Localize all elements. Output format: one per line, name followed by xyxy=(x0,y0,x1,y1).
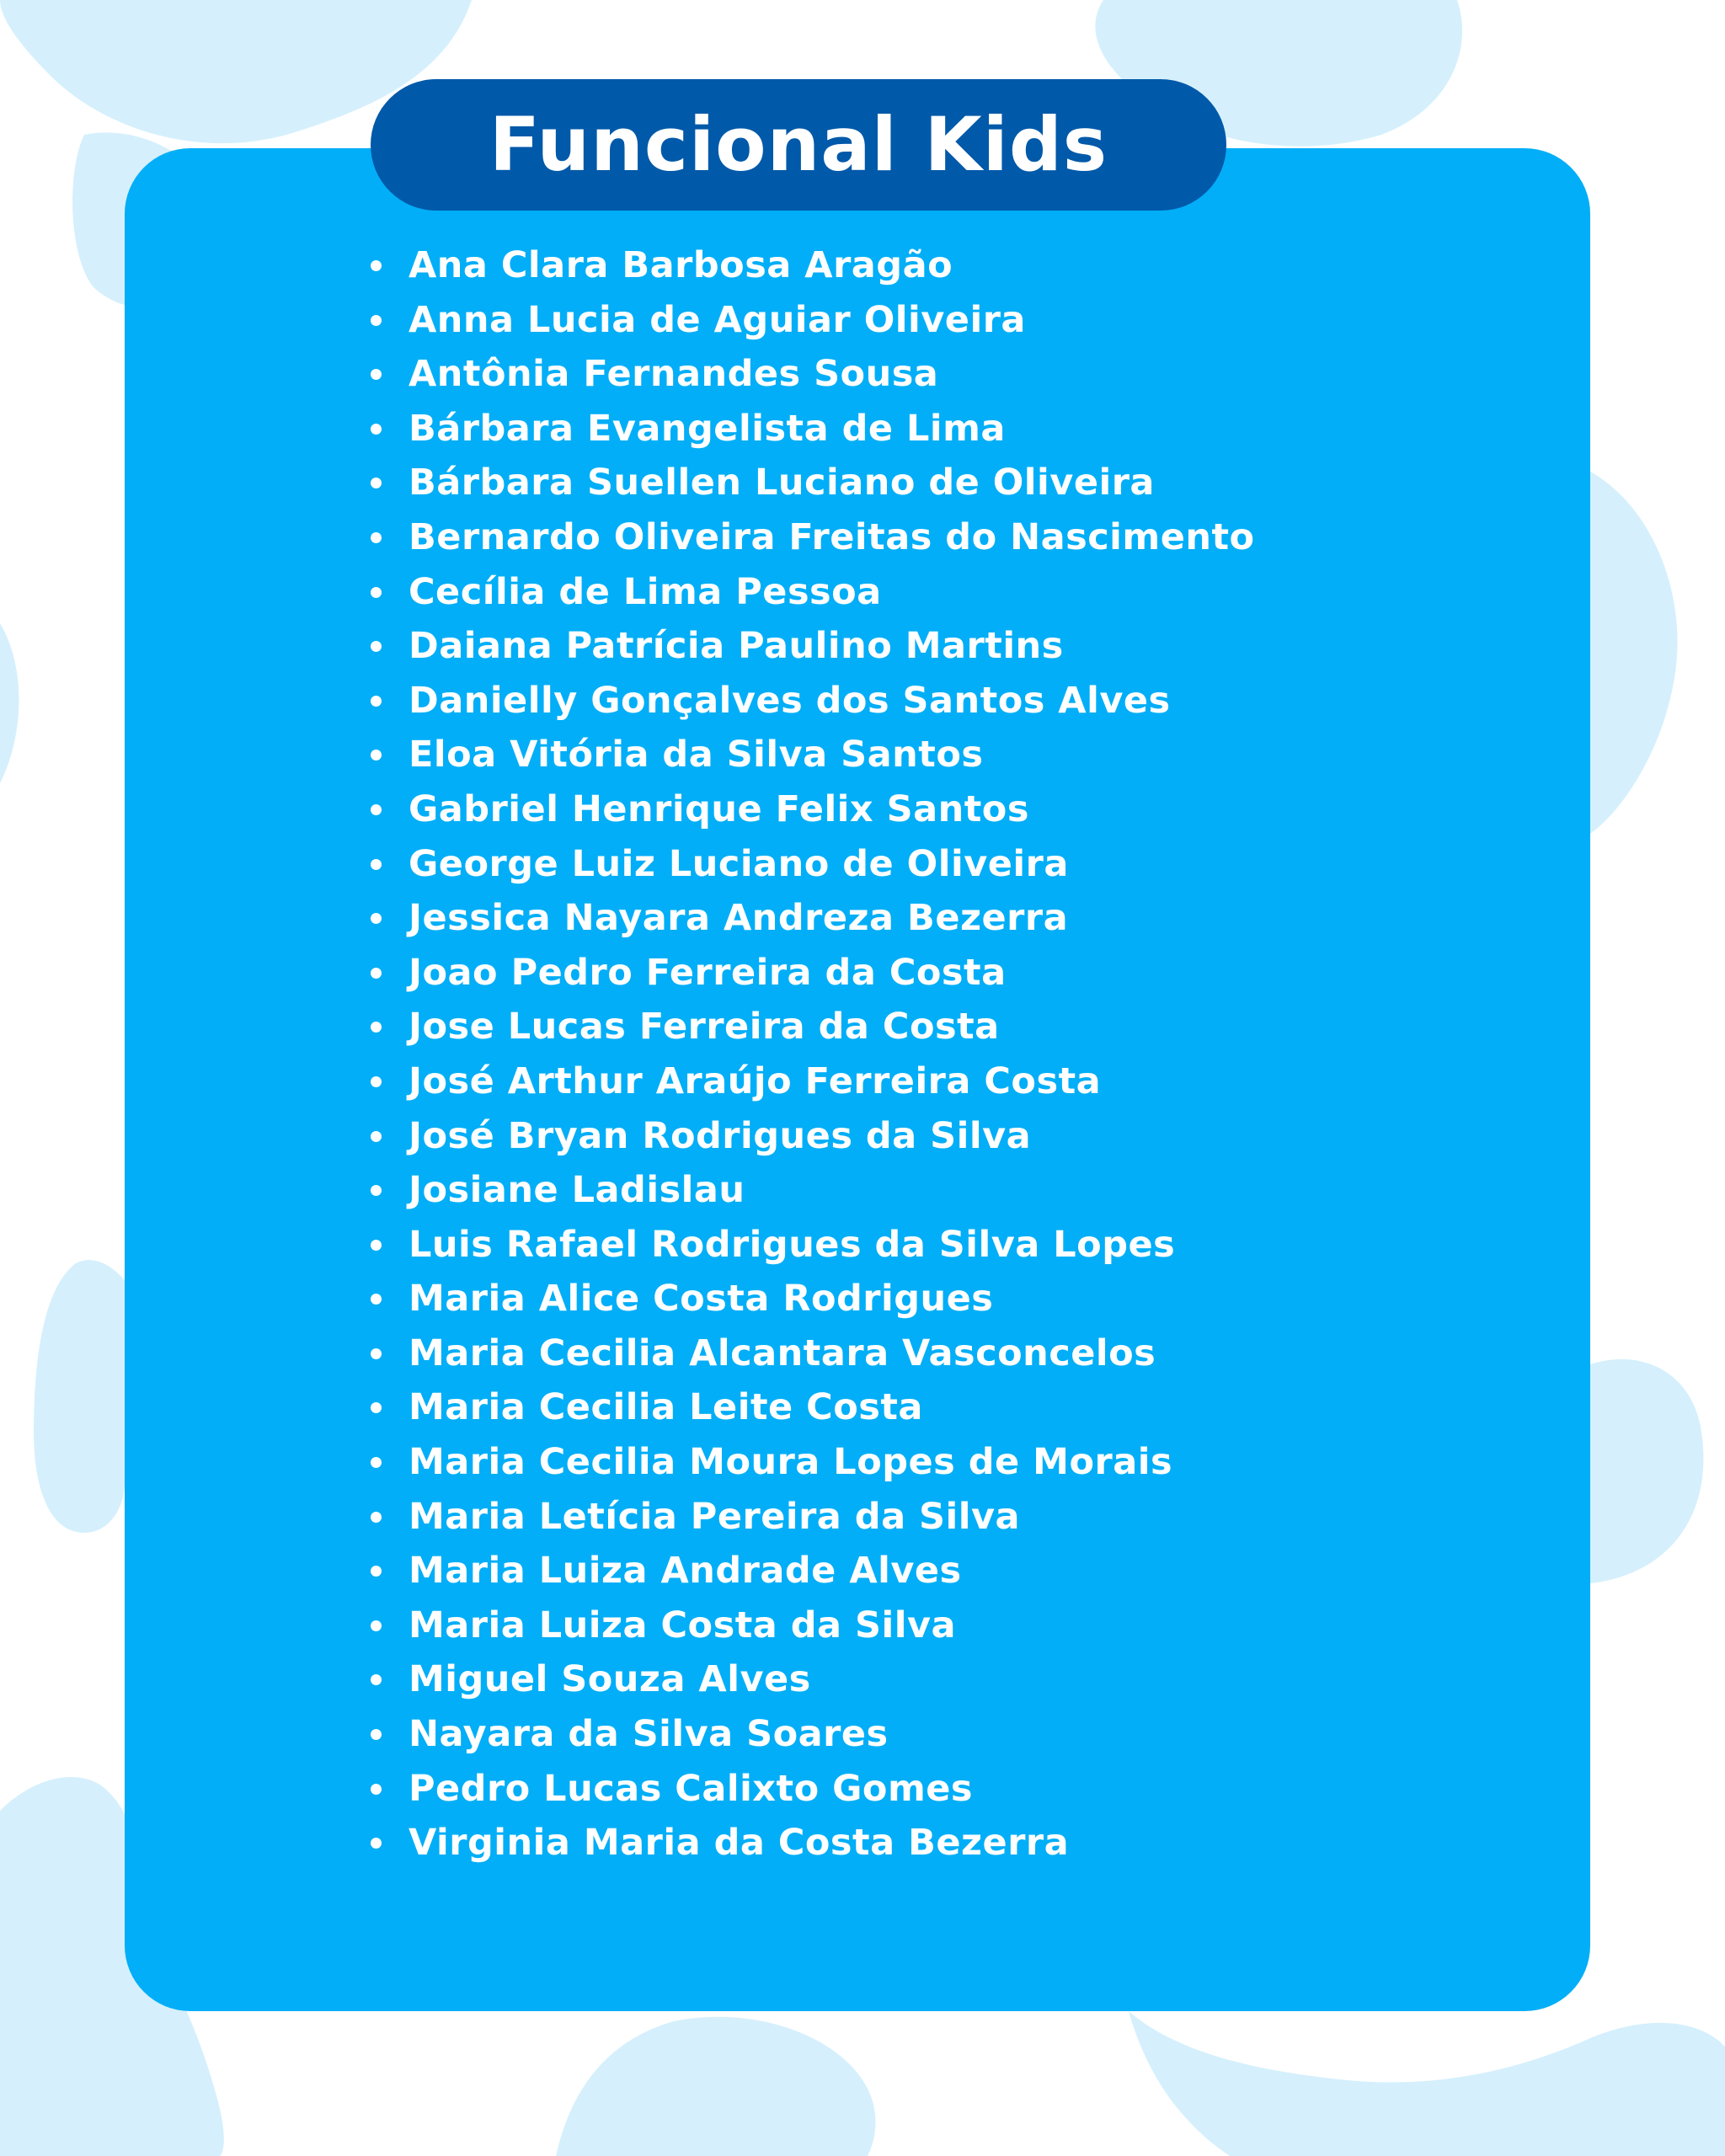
list-item xyxy=(367,565,1255,620)
bullet-icon xyxy=(371,1457,382,1468)
list-item xyxy=(367,728,1255,782)
page-title: Funcional Kids xyxy=(489,101,1108,188)
bullet-icon xyxy=(371,315,382,326)
list-item-label: Bernardo Oliveira Freitas do Nascimento xyxy=(409,515,1255,558)
list-item-label: Anna Lucia de Aguiar Oliveira xyxy=(409,298,1026,341)
list-item-label: Danielly Gonçalves dos Santos Alves xyxy=(409,679,1171,722)
bullet-icon xyxy=(371,1729,382,1740)
list-item-label: Miguel Souza Alves xyxy=(409,1658,811,1701)
bullet-icon xyxy=(371,913,382,924)
bullet-icon xyxy=(371,1185,382,1196)
list-item-label: Daiana Patrícia Paulino Martins xyxy=(409,625,1064,668)
list-item-label: Maria Cecilia Leite Costa xyxy=(409,1386,923,1429)
bullet-icon xyxy=(371,859,382,870)
list-item xyxy=(367,837,1255,892)
list-item xyxy=(367,1707,1255,1762)
bullet-icon xyxy=(371,1674,382,1685)
list-item-label: Maria Cecilia Moura Lopes de Morais xyxy=(409,1441,1173,1484)
bullet-icon xyxy=(371,1566,382,1577)
bullet-icon xyxy=(371,424,382,435)
bullet-icon xyxy=(371,1240,382,1251)
list-item-label: Virginia Maria da Costa Bezerra xyxy=(409,1822,1070,1865)
list-item xyxy=(367,1326,1255,1381)
list-item xyxy=(367,1163,1255,1218)
bullet-icon xyxy=(371,532,382,543)
list-item-label: Josiane Ladislau xyxy=(409,1169,745,1212)
blob-right-lower xyxy=(1590,1359,1703,1583)
list-item xyxy=(367,293,1255,348)
list-item-label: Bárbara Suellen Luciano de Oliveira xyxy=(409,462,1155,504)
blob-bottom-center xyxy=(556,2017,875,2156)
title-banner xyxy=(371,79,1226,211)
list-item xyxy=(367,1380,1255,1435)
list-item-label: Jessica Nayara Andreza Bezerra xyxy=(409,897,1069,940)
bullet-icon xyxy=(371,1076,382,1087)
bullet-icon xyxy=(371,478,382,488)
list-item xyxy=(367,1435,1255,1490)
list-item xyxy=(367,347,1255,402)
list-item xyxy=(367,1272,1255,1326)
bullet-icon xyxy=(371,260,382,271)
list-item-label: Joao Pedro Ferreira da Costa xyxy=(409,951,1007,994)
bullet-icon xyxy=(371,696,382,707)
list-item xyxy=(367,238,1255,293)
bullet-icon xyxy=(371,1022,382,1033)
blob-left-lower xyxy=(34,1260,125,1533)
list-item xyxy=(367,891,1255,946)
list-item-label: Antônia Fernandes Sousa xyxy=(409,353,939,396)
list-item-label: Ana Clara Barbosa Aragão xyxy=(409,244,953,286)
list-item xyxy=(367,1218,1255,1273)
list-item-label: Eloa Vitória da Silva Santos xyxy=(409,734,984,776)
bullet-icon xyxy=(371,968,382,979)
blob-left-middle xyxy=(0,623,19,783)
list-item xyxy=(367,402,1255,456)
list-item xyxy=(367,1054,1255,1109)
bullet-icon xyxy=(371,641,382,652)
list-item xyxy=(367,619,1255,674)
bullet-icon xyxy=(371,1620,382,1631)
list-item-label: Maria Luiza Andrade Alves xyxy=(409,1550,962,1593)
bullet-icon xyxy=(371,1838,382,1849)
list-item-label: Bárbara Evangelista de Lima xyxy=(409,407,1006,450)
list-item xyxy=(367,1109,1255,1164)
bullet-icon xyxy=(371,1402,382,1413)
bullet-icon xyxy=(371,1131,382,1142)
list-item-label: Maria Cecilia Alcantara Vasconcelos xyxy=(409,1331,1156,1374)
list-item xyxy=(367,1652,1255,1707)
list-item-label: Nayara da Silva Soares xyxy=(409,1713,889,1756)
names-list xyxy=(367,238,1255,1870)
bullet-icon xyxy=(371,804,382,815)
bullet-icon xyxy=(371,369,382,380)
list-item xyxy=(367,1490,1255,1545)
list-item xyxy=(367,1544,1255,1598)
blob-bottom-right xyxy=(1129,2011,1725,2156)
list-item-label: Gabriel Henrique Felix Santos xyxy=(409,787,1029,830)
list-item xyxy=(367,946,1255,1001)
list-item-label: José Bryan Rodrigues da Silva xyxy=(409,1114,1032,1157)
list-item-label: Jose Lucas Ferreira da Costa xyxy=(409,1006,1000,1049)
list-item xyxy=(367,674,1255,728)
list-item xyxy=(367,1762,1255,1817)
list-item-label: José Arthur Araújo Ferreira Costa xyxy=(409,1059,1102,1102)
list-item xyxy=(367,1000,1255,1054)
list-item-label: Luis Rafael Rodrigues da Silva Lopes xyxy=(409,1223,1176,1266)
list-item-label: Maria Luiza Costa da Silva xyxy=(409,1604,957,1646)
bullet-icon xyxy=(371,1348,382,1359)
bullet-icon xyxy=(371,1294,382,1305)
list-item xyxy=(367,782,1255,837)
list-item-label: Maria Letícia Pereira da Silva xyxy=(409,1495,1021,1538)
list-item-label: George Luiz Luciano de Oliveira xyxy=(409,842,1069,885)
bullet-icon xyxy=(371,1512,382,1523)
blob-right-middle xyxy=(1590,472,1678,834)
bullet-icon xyxy=(371,587,382,598)
list-item xyxy=(367,456,1255,510)
list-item-label: Pedro Lucas Calixto Gomes xyxy=(409,1767,974,1810)
list-item xyxy=(367,1598,1255,1653)
list-item xyxy=(367,1816,1255,1870)
bullet-icon xyxy=(371,1784,382,1795)
bullet-icon xyxy=(371,750,382,760)
list-item xyxy=(367,510,1255,565)
list-item-label: Maria Alice Costa Rodrigues xyxy=(409,1278,994,1321)
list-item-label: Cecília de Lima Pessoa xyxy=(409,570,882,613)
